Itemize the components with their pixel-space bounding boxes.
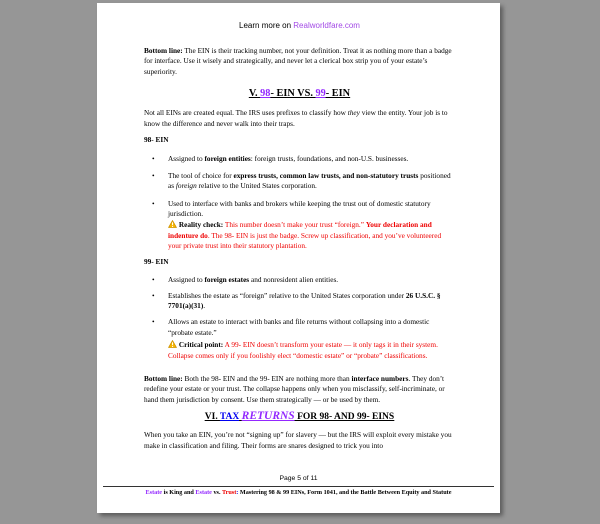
section-heading-v: [144, 88, 455, 100]
text-run: express trusts, common law trusts, and non-statutory trusts: [233, 170, 419, 180]
text-run: they: [347, 108, 360, 118]
text-run: Assigned to: [168, 275, 205, 285]
document-page: [97, 3, 500, 513]
page-footer: [103, 474, 494, 497]
text-run: Establishes the estate as “foreign” relative to the United States corporation under: [168, 290, 406, 300]
text-run: is King and: [162, 489, 196, 496]
text-run: :: [236, 489, 239, 496]
text-run: vs.: [211, 489, 222, 496]
footer-rule: [103, 486, 494, 487]
text-run: foreign: [175, 181, 197, 191]
link-99[interactable]: 99: [315, 88, 326, 100]
text-run: and nonresident alien entities.: [249, 275, 339, 285]
text-run: - EIN VS.: [270, 88, 316, 100]
bullet-item: [144, 199, 455, 220]
link-tax[interactable]: TAX: [219, 412, 240, 423]
page-number: Page 5 of 11: [279, 475, 318, 482]
text-run: positioned as: [168, 170, 451, 191]
text-run: Used to interface with banks and brokers while keeping the trust out of domestic statutory jurisdiction.: [168, 198, 431, 219]
text-run: : foreign trusts, foundations, and non-U.S. businesses.: [250, 154, 409, 164]
text-run: The tool of choice for: [168, 170, 234, 180]
text-run: 99- EIN: [144, 256, 169, 266]
link-estate-vs-trust[interactable]: Estate: [195, 489, 212, 496]
link-98[interactable]: 98: [260, 88, 271, 100]
text-run: The EIN is their tracking number, not your definition. Treat it as nothing more than a badge for interface. Use it wisely and strategically, and never let a clerical box strip you of your estate’s superiority.: [144, 46, 452, 76]
reality-check-note: [168, 220, 455, 251]
paragraph-bottom-line-2: [144, 374, 455, 405]
text-run: view the entity. Your job is to know the difference and never walk into their traps.: [144, 108, 448, 128]
link-estate-is-king[interactable]: Estate: [145, 489, 163, 496]
text-run: Both the 98- EIN and the 99- EIN are nothing more than: [182, 373, 352, 383]
paragraph-when-you-take: [144, 430, 455, 451]
text-run: Learn more on: [239, 21, 294, 30]
bullet-item: [144, 154, 455, 164]
text-run: Assigned to: [168, 154, 205, 164]
text-run: foreign estates: [204, 275, 250, 285]
paragraph-bottom-line-1: [144, 46, 455, 77]
subheading-98-ein: [144, 135, 455, 145]
text-run: FOR 98- AND 99- EINS: [294, 412, 395, 423]
bullet-item: [144, 291, 455, 312]
text-run: VI.: [204, 412, 220, 423]
warning-icon: [168, 220, 177, 229]
text-run: .: [203, 300, 206, 310]
text-run: This number doesn’t make your trust “foreign.”: [223, 220, 366, 230]
text-run: interface numbers: [351, 373, 409, 383]
warning-icon: [168, 340, 177, 349]
text-run: 26 U.S.C. § 7701(a)(31): [168, 290, 441, 310]
text-run: When you take an EIN, you’re not “signing up” for slavery — but the IRS will exploit every mistake you make in classification and filing. Their forms are snares designed to trick you into: [144, 430, 452, 450]
text-run: Bottom line:: [144, 46, 183, 55]
text-run: foreign entities: [204, 154, 251, 164]
realworldfare-link[interactable]: Realworldfare.com: [293, 21, 360, 30]
link-returns[interactable]: RETURNS: [241, 410, 295, 423]
text-run: Allows an estate to interact with banks and file returns without collapsing into a domestic “probate estate.”: [168, 317, 430, 337]
text-run: Your declaration and indenture do: [168, 220, 432, 240]
text-run: Reality check:: [177, 220, 224, 230]
text-run: Not all EINs are created equal. The IRS uses prefixes to classify how: [144, 108, 348, 118]
text-run: A 99- EIN doesn’t transform your estate — it only tags it in their system. Collapse comes only if you foolishly elect “domestic estate” or “probate” classifications.: [168, 340, 438, 360]
subheading-99-ein: [144, 257, 455, 267]
document-footer-title: [103, 489, 494, 497]
text-run: relative to the United States corporation.: [196, 181, 317, 191]
text-run: Mastering 98 & 99 EINs, Form 1041, and the Battle Between Equity and Statute: [238, 489, 452, 496]
bullet-item: [144, 275, 455, 285]
text-run: V.: [248, 88, 261, 100]
header-note: [144, 20, 455, 31]
paragraph-not-all-eins: [144, 108, 455, 129]
text-run: 98- EIN: [144, 135, 169, 145]
bullet-item: [144, 317, 455, 338]
text-run: . The 98- EIN is just the badge. Screw up classification, and you’ve volunteered your private trust into their statutory plantation.: [168, 230, 442, 251]
text-run: Bottom line:: [144, 373, 183, 383]
section-heading-vi: [144, 410, 455, 423]
critical-point-note: [168, 340, 455, 361]
text-run: . They don’t redefine your estate or your trust. The collapse happens only when you misclassify, self-incriminate, or hand them jurisdiction by consent. Use them strategically — or be used by them.: [144, 373, 445, 404]
text-run: Critical point:: [177, 340, 224, 350]
link-trust[interactable]: Trust: [221, 489, 237, 496]
bullet-item: [144, 171, 455, 192]
text-run: - EIN: [325, 88, 351, 100]
